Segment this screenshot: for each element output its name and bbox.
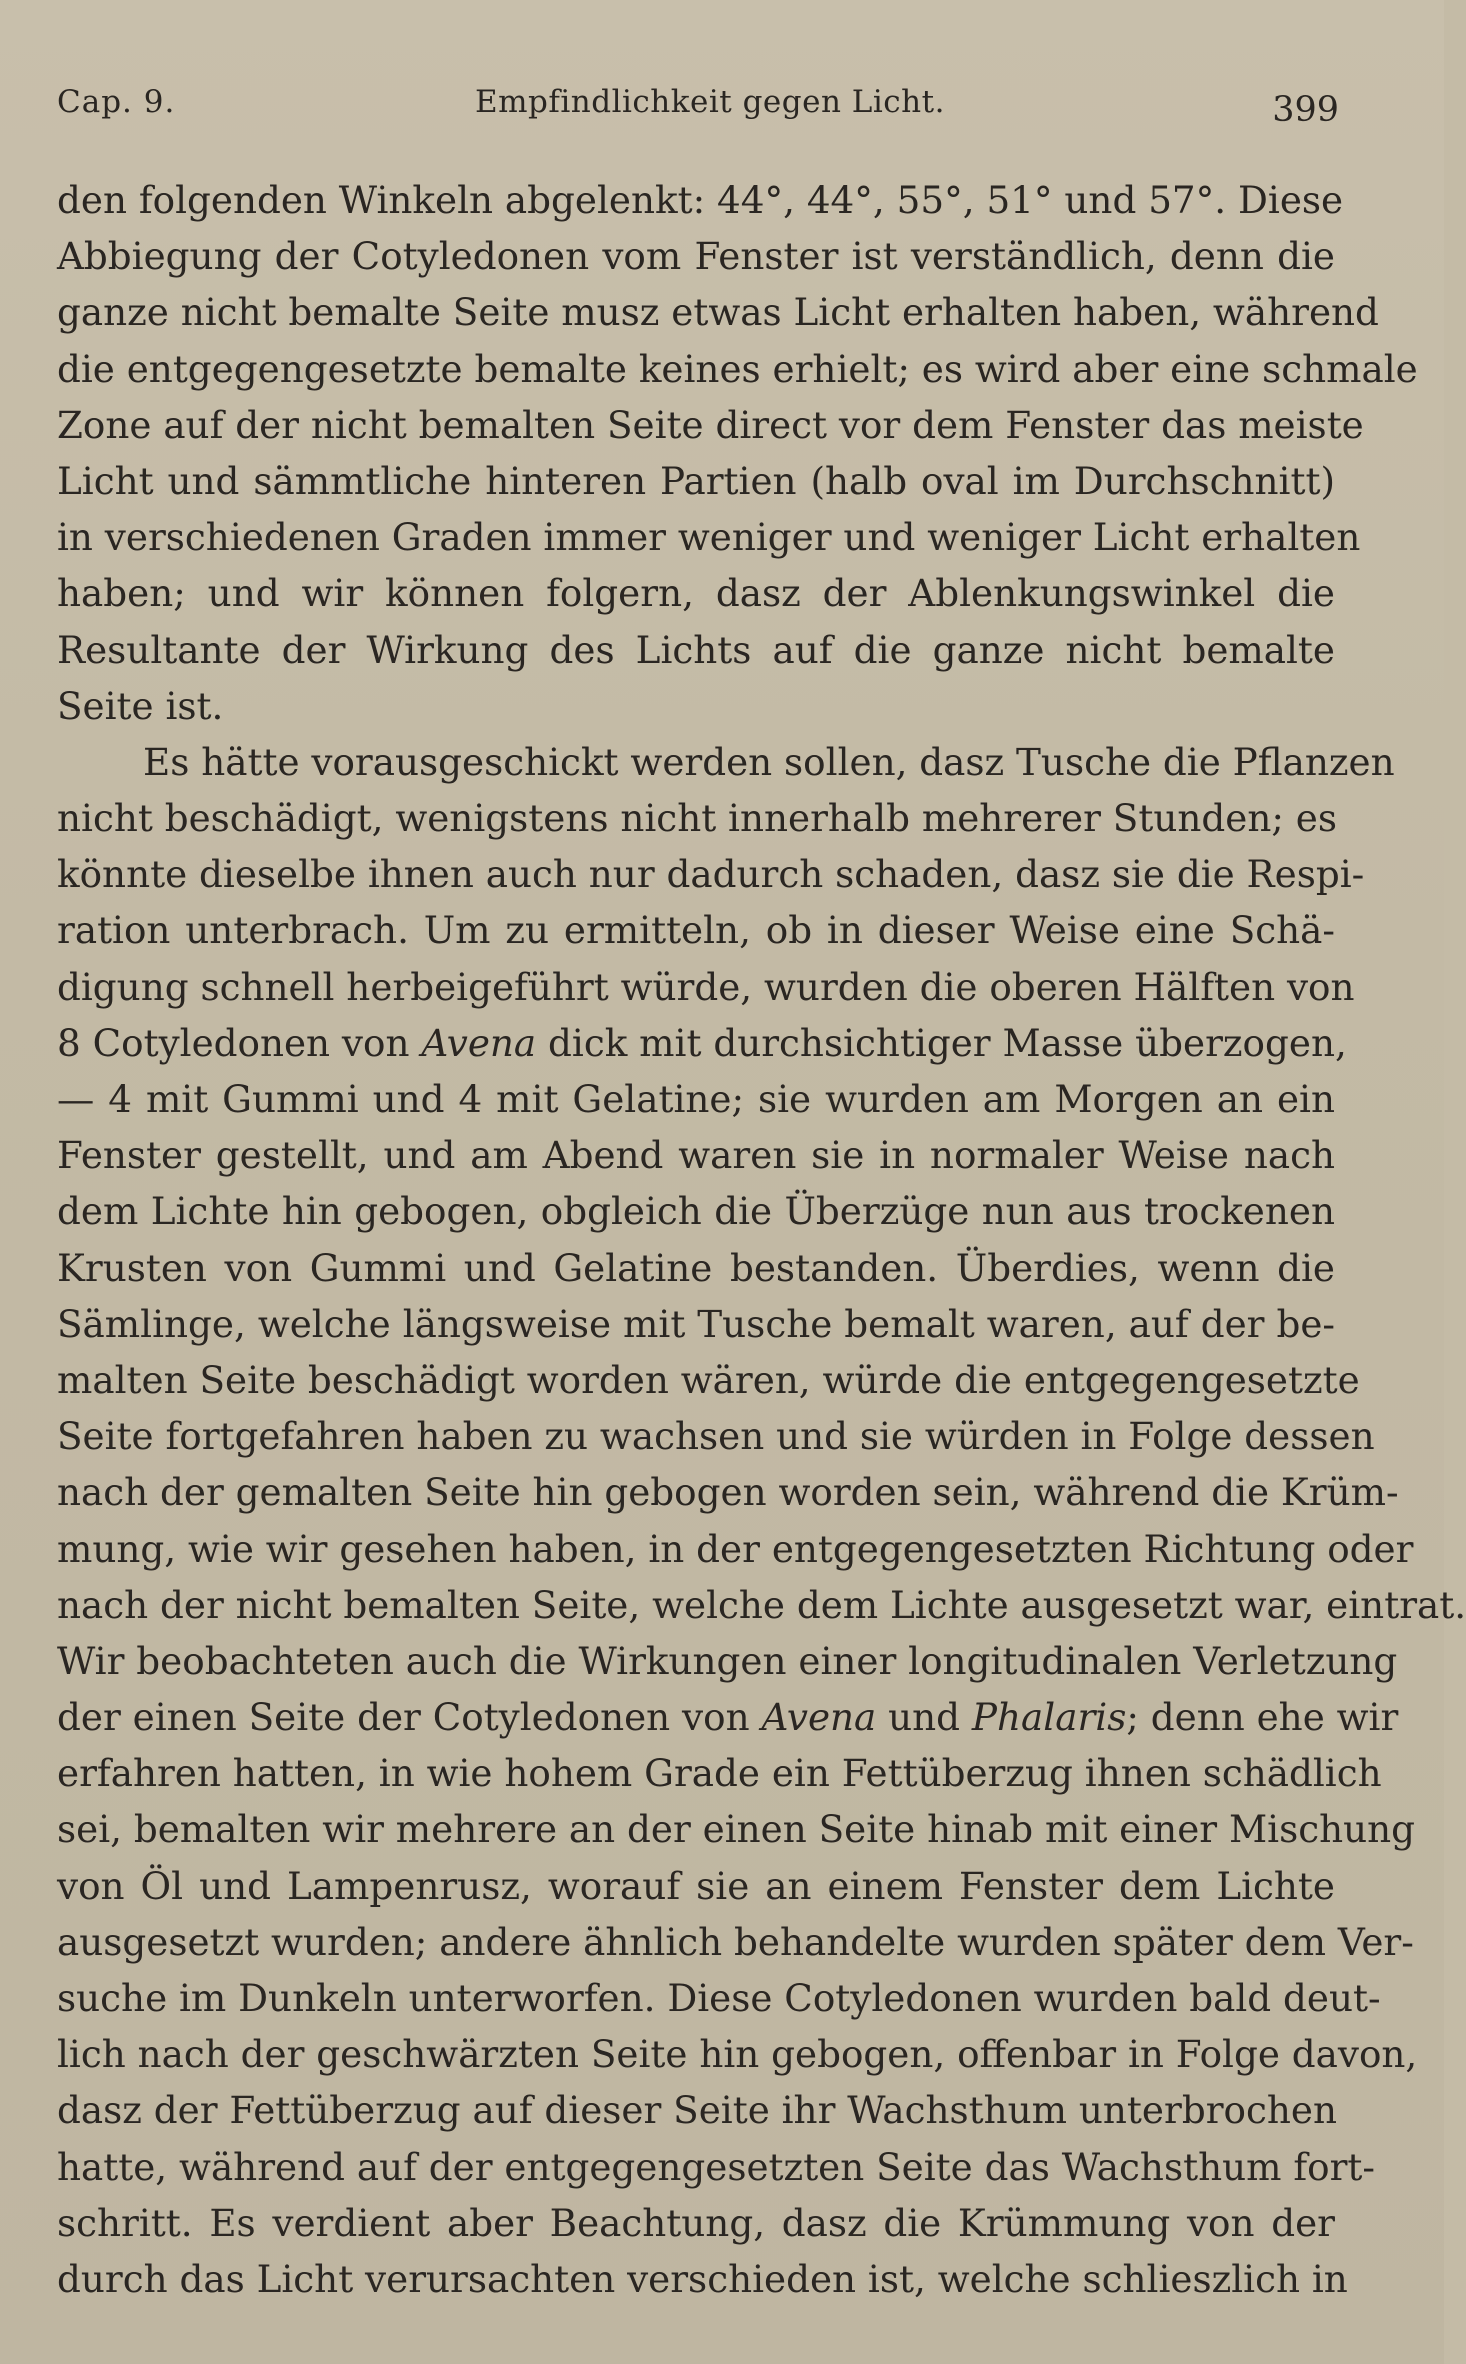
- text-line: [57, 1914, 1414, 1970]
- text-line: [57, 846, 1365, 902]
- text-line: [57, 1970, 1381, 2026]
- text-segment: könnte dieselbe ihnen auch nur dadurch schaden, dasz sie die Respi-: [57, 852, 1365, 897]
- text-segment: dem Lichte hin gebogen, obgleich die Überzüge nun aus trockenen: [57, 1189, 1335, 1234]
- text-line: [57, 1801, 1416, 1857]
- text-segment: Sämlinge, welche längsweise mit Tusche bemalt waren, auf der be-: [57, 1301, 1335, 1346]
- text-line: [57, 2082, 1335, 2138]
- text-line: [57, 2026, 1418, 2082]
- text-segment: nach der nicht bemalten Seite, welche dem Lichte ausgesetzt war, eintrat.: [57, 1582, 1466, 1627]
- text-segment: durch das Licht verursachten verschieden ist, welche schlieszlich in: [57, 2256, 1348, 2301]
- italic-term: Avena: [761, 1695, 877, 1740]
- text-segment: und: [876, 1695, 972, 1740]
- text-line: [57, 1352, 1360, 1408]
- text-segment: der einen Seite der Cotyledonen von: [57, 1695, 762, 1740]
- text-line: [57, 1745, 1382, 1801]
- text-segment: Abbiegung der Cotyledonen vom Fenster ist verständlich, denn die: [57, 234, 1335, 279]
- italic-term: Phalaris: [971, 1695, 1127, 1740]
- text-segment: Krusten von Gummi und Gelatine bestanden. Überdies, wenn die: [57, 1245, 1335, 1290]
- text-segment: die entgegengesetzte bemalte keines erhielt; es wird aber eine schmale: [57, 346, 1418, 391]
- text-line: [57, 1633, 1398, 1689]
- text-line: [57, 1127, 1335, 1183]
- text-line: [57, 622, 1335, 678]
- text-segment: hatte, während auf der entgegengesetzten Seite das Wachsthum fort-: [57, 2144, 1376, 2189]
- text-segment: — 4 mit Gummi und 4 mit Gelatine; sie wurden am Morgen an ein: [57, 1077, 1335, 1121]
- text-segment: von Öl und Lampenrusz, worauf sie an einem Fenster dem Lichte: [57, 1863, 1335, 1908]
- page-number: 399: [1272, 90, 1339, 130]
- text-segment: ration unterbrach. Um zu ermitteln, ob in dieser Weise eine Schä-: [57, 908, 1335, 953]
- text-line: [57, 565, 1335, 621]
- italic-term: Avena: [421, 1020, 537, 1065]
- text-segment: ; denn ehe wir: [1126, 1695, 1399, 1740]
- text-line: [57, 790, 1335, 846]
- text-line: [57, 2251, 1348, 2307]
- text-segment: Seite fortgefahren haben zu wachsen und sie würden in Folge dessen: [57, 1414, 1375, 1459]
- text-segment: Wir beobachteten auch die Wirkungen einer longitudinalen Verletzung: [57, 1638, 1398, 1683]
- text-segment: dasz der Fettüberzug auf dieser Seite ihr Wachsthum unterbrochen: [57, 2088, 1337, 2133]
- text-segment: lich nach der geschwärzten Seite hin gebogen, offenbar in Folge davon,: [57, 2032, 1418, 2077]
- body-text: [57, 172, 1466, 2307]
- text-line: [57, 1240, 1335, 1296]
- text-segment: haben; und wir können folgern, dasz der Ablenkungswinkel die: [57, 571, 1335, 616]
- text-segment: ganze nicht bemalte Seite musz etwas Licht erhalten haben, während: [57, 290, 1379, 335]
- text-segment: digung schnell herbeigeführt würde, wurden die oberen Hälften von: [57, 964, 1355, 1009]
- text-segment: sei, bemalten wir mehrere an der einen Seite hinab mit einer Mischung: [57, 1807, 1416, 1852]
- text-line: [57, 172, 1344, 228]
- text-line: [57, 1521, 1414, 1577]
- text-line: [57, 453, 1335, 509]
- text-line: [57, 1183, 1335, 1239]
- text-line: [57, 2195, 1335, 2251]
- text-line: [57, 1071, 1335, 1127]
- text-segment: dick mit durchsichtiger Masse überzogen,: [536, 1020, 1347, 1065]
- text-segment: mung, wie wir gesehen haben, in der entgegengesetzten Richtung oder: [57, 1526, 1414, 1571]
- text-line: [57, 902, 1335, 958]
- text-line: [57, 1296, 1335, 1352]
- text-segment: malten Seite beschädigt worden wären, würde die entgegengesetzte: [57, 1357, 1360, 1402]
- text-line: [57, 1015, 1347, 1071]
- text-segment: Seite ist.: [57, 683, 224, 728]
- text-line: [57, 959, 1355, 1015]
- text-segment: Fenster gestellt, und am Abend waren sie in normaler Weise nach: [57, 1133, 1335, 1178]
- text-line: [57, 228, 1335, 284]
- text-line: [57, 509, 1361, 565]
- text-segment: Licht und sämmtliche hinteren Partien (halb oval im Durchschnitt): [57, 458, 1335, 503]
- text-segment: schritt. Es verdient aber Beachtung, dasz die Krümmung von der: [57, 2200, 1335, 2245]
- text-line: [57, 1408, 1375, 1464]
- text-segment: 8 Cotyledonen von: [57, 1020, 422, 1065]
- text-segment: nach der gemalten Seite hin gebogen worden sein, während die Krüm-: [57, 1470, 1399, 1515]
- text-line: [57, 734, 1395, 790]
- text-segment: Resultante der Wirkung des Lichts auf die ganze nicht bemalte: [57, 627, 1335, 672]
- running-title: Empfindlichkeit gegen Licht.: [475, 84, 945, 120]
- text-segment: suche im Dunkeln unterworfen. Diese Cotyledonen wurden bald deut-: [57, 1976, 1381, 2020]
- text-segment: erfahren hatten, in wie hohem Grade ein Fettüberzug ihnen schädlich: [57, 1751, 1382, 1796]
- text-line: [57, 678, 1335, 734]
- text-segment: in verschiedenen Graden immer weniger und weniger Licht erhalten: [57, 515, 1361, 560]
- running-head: [57, 84, 1339, 134]
- text-line: [57, 2139, 1376, 2195]
- text-segment: den folgenden Winkeln abgelenkt: 44°, 44°, 55°, 51° und 57°. Diese: [57, 178, 1344, 222]
- text-line: [57, 341, 1418, 397]
- text-segment: Es hätte vorausgeschickt werden sollen, dasz Tusche die Pflanzen: [143, 739, 1395, 784]
- text-line: [57, 1689, 1399, 1745]
- text-line: [57, 1464, 1399, 1520]
- text-line: [57, 1858, 1335, 1914]
- text-segment: ausgesetzt wurden; andere ähnlich behandelte wurden später dem Ver-: [57, 1919, 1414, 1964]
- chapter-label: Cap. 9.: [57, 84, 176, 120]
- text-line: [57, 284, 1379, 340]
- text-line: [57, 1577, 1466, 1633]
- text-line: [57, 397, 1364, 453]
- text-segment: Zone auf der nicht bemalten Seite direct vor dem Fenster das meiste: [57, 402, 1364, 447]
- text-segment: nicht beschädigt, wenigstens nicht innerhalb mehrerer Stunden; es: [57, 796, 1337, 841]
